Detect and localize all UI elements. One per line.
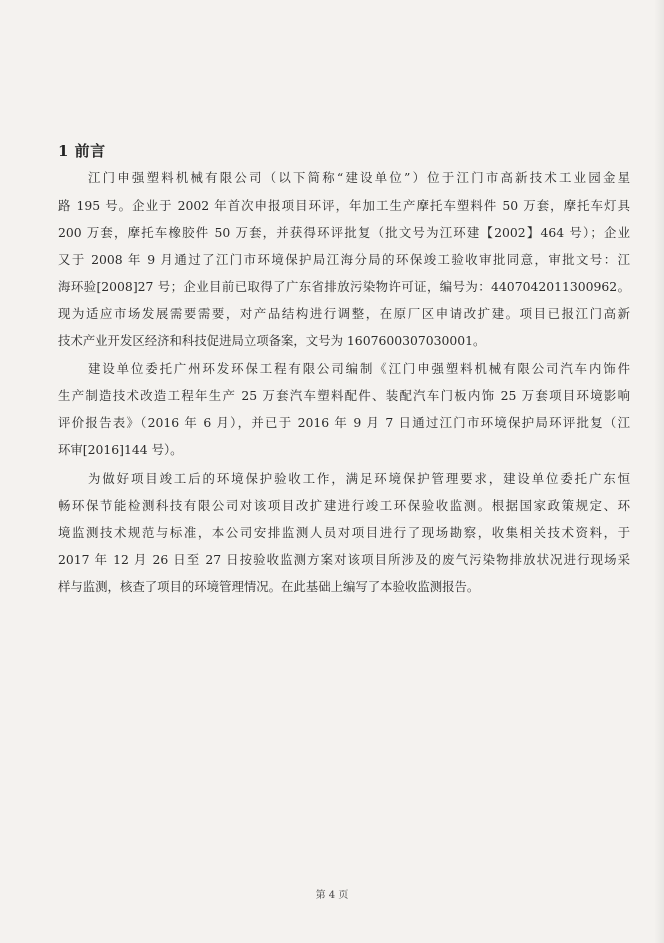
paragraph-line: 样与监测，核查了项目的环境管理情况。在此基础上编写了本验收监测报告。 [58, 579, 480, 594]
paragraph-line: 技术产业开发区经济和科技促进局立项备案，文号为 1607600307030001。 [58, 333, 486, 348]
paragraph-line: 海环验[2008]27 号；企业目前已取得了广东省排放污染物许可证，编号为：4407042011300962。 [58, 279, 630, 294]
paragraph-line: 境监测技术规范与标准，本公司安排监测人员对项目进行了现场勘察，收集相关技术资料，于 [58, 525, 630, 540]
page-number: 第 4 页 [315, 890, 349, 901]
paragraph-line: 环审[2016]144 号）。 [58, 442, 183, 457]
paragraph-line: 2017 年 12 月 26 日至 27 日按验收监测方案对该项目所涉及的废气污染物排放状况进行现场采 [58, 552, 630, 567]
paragraph-line: 路 195 号。企业于 2002 年首次申报项目环评，年加工生产摩托车塑料件 50 万套，摩托车灯具 [58, 198, 630, 213]
scan-edge-shadow [654, 0, 664, 943]
paragraph-line: 为做好项目竣工后的环境保护验收工作，满足环境保护管理要求，建设单位委托广东恒 [88, 471, 630, 486]
paragraph-line: 又于 2008 年 9 月通过了江门市环境保护局江海分局的环保竣工验收审批同意，审批文号：江 [58, 252, 630, 267]
paragraph-line: 建设单位委托广州环发环保工程有限公司编制《江门申强塑料机械有限公司汽车内饰件 [88, 361, 630, 376]
paragraph-line: 200 万套，摩托车橡胶件 50 万套，并获得环评批复（批文号为江环建【2002】464 号）；企业 [58, 225, 630, 240]
paragraph-line: 江门申强塑料机械有限公司（以下简称“建设单位”）位于江门市高新技术工业园金星 [88, 170, 630, 185]
paragraph-line: 畅环保节能检测科技有限公司对该项目改扩建进行竣工环保验收监测。根据国家政策规定、环 [58, 498, 630, 513]
paragraph-line: 现为适应市场发展需要需要，对产品结构进行调整，在原厂区申请改扩建。项目已报江门高新 [58, 306, 630, 321]
paragraph-line: 评价报告表》（2016 年 6 月），并已于 2016 年 9 月 7 日通过江门市环境保护局环评批复（江 [58, 415, 630, 430]
paragraph-line: 生产制造技术改造工程年生产 25 万套汽车塑料配件、装配汽车门板内饰 25 万套项目环境影响 [58, 388, 630, 403]
section-heading: 1 前言 [58, 142, 106, 160]
